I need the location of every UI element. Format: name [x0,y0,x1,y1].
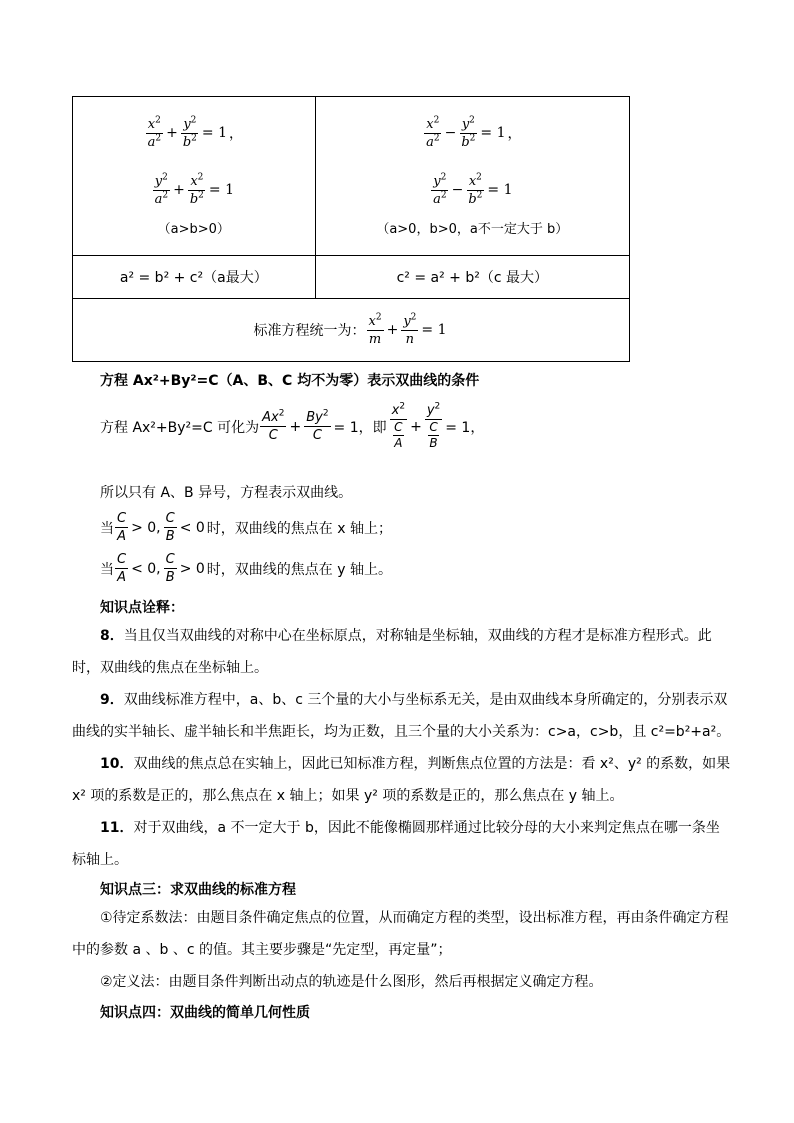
ellipse-equation-2: $\frac{y^2}{a^2}$ + $\frac{x^2}{b^2}$ = 1 [154,172,234,207]
ellipse-relation: a² = b² + c²（a最大） [73,256,316,299]
method-2: ②定义法：由题目条件判断出动点的轨迹是什么图形，然后再根据定义确定方程。 [100,974,603,990]
unified-label: 标准方程统一为： [253,323,366,339]
ellipse-equations-cell [73,97,316,256]
only-when-line: 所以只有 A、B 异号，方程表示双曲线。 [100,485,353,501]
explain-heading: 知识点诠释： [100,600,184,616]
hyperbola-relation: c² = a² + b²（c 最大） [315,256,629,299]
case-2-line: 当 $\frac{C}{A}$ < 0, $\frac{C}{B}$ > 0 时，双曲线的焦点在 y 轴上。 [100,552,392,585]
paragraph-11: 11．对于双曲线，a 不一定大于 b，因此不能像椭圆那样通过比较分母的大小来判定焦点在哪一条坐标轴上。 [72,820,720,868]
hyperbola-equations-cell [315,97,629,256]
condition-heading: 方程 Ax²+By²=C（A、B、C 均不为零）表示双曲线的条件 [100,373,480,389]
kp4-heading: 知识点四：双曲线的简单几何性质 [100,1005,310,1021]
hyperbola-equation-2: $\frac{y^2}{a^2}$ − $\frac{x^2}{b^2}$ = 1 [433,172,513,207]
case-1-line: 当 $\frac{C}{A}$ > 0, $\frac{C}{B}$ < 0 时，双曲线的焦点在 x 轴上； [100,511,392,544]
paragraph-10: 10．双曲线的焦点总在实轴上，因此已知标准方程，判断焦点位置的方法是：看 x²、y² 的系数，如果 x² 项的系数是正的，那么焦点在 x 轴上；如果 y² 项的系数是正的，那么焦点在 y 轴上。 [72,756,731,804]
hyperbola-equation-1: $\frac{x^2}{a^2}$ − $\frac{y^2}{b^2}$ = 1 ， [426,115,522,150]
ellipse-equation-1: $\frac{x^2}{a^2}$ + $\frac{y^2}{b^2}$ = 1 ， [147,115,243,150]
hyperbola-condition: （a>0，b>0，a不一定大于 b） [376,221,569,237]
paragraph-8: 8．当且仅当双曲线的对称中心在坐标原点，对称轴是坐标轴，双曲线的方程才是标准方程形式。此时，双曲线的焦点在坐标轴上。 [72,628,712,676]
paragraph-9: 9．双曲线标准方程中，a、b、c 三个量的大小与坐标系无关，是由双曲线本身所确定的，分别表示双曲线的实半轴长、虚半轴长和半焦距长，均为正数，且三个量的大小关系为：c>a，c>b，且 c²=b²+a²。 [72,692,731,740]
unified-form-cell: 标准方程统一为： $\frac{x^2}{m}$ + $\frac{y^2}{n}$ = 1 [73,299,630,362]
method-1: ①待定系数法：由题目条件确定焦点的位置，从而确定方程的类型，设出标准方程，再由条件确定方程中的参数 a 、b 、c 的值。其主要步骤是“先定型，再定量”； [72,910,729,958]
kp3-heading: 知识点三：求双曲线的标准方程 [100,882,296,898]
comparison-table [72,96,630,362]
ellipse-condition: （a>b>0） [157,221,230,237]
transform-line: 方程 Ax²+By²=C 可化为 $\frac{Ax^2}{C}$ + $\frac{By^2}{C}$ = 1，即 $\frac{x^2}{\frac{C}{A}}$ + $\frac{y^2}{\frac{C}{B}}$ = 1， [100,401,485,450]
